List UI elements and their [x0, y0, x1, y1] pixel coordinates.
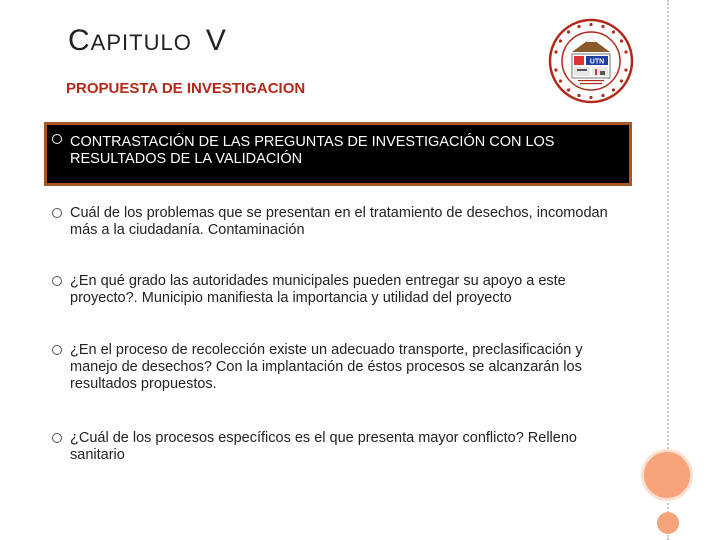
title-number: V [205, 24, 227, 57]
bullet-icon [52, 345, 62, 355]
bullet-icon [52, 134, 62, 144]
title-initial: C [68, 24, 91, 57]
list-item: ¿En el proceso de recolección existe un adecuado transporte, preclasificación y manejo de desechos? Con la implantación de éstos procesos se alcanzarán los resultados propuestos. [70, 342, 583, 392]
list-item: Cuál de los problemas que se presentan en el tratamiento de desechos, incomodan más a la ciudadanía. Contaminación [70, 205, 608, 238]
bullet-icon [52, 208, 62, 218]
decorative-circle [641, 449, 693, 501]
list-item: ¿En qué grado las autoridades municipales pueden entregar su apoyo a este proyecto?. Municipio manifiesta la importancia y utilidad del proyecto [70, 273, 566, 306]
page-title [68, 24, 227, 58]
highlight-text: CONTRASTACIÓN DE LAS PREGUNTAS DE INVESTIGACIÓN CON LOS RESULTADOS DE LA VALIDACIÓN [70, 134, 555, 167]
svg-text:UTN: UTN [589, 58, 605, 66]
bullet-icon [52, 276, 62, 286]
university-logo [548, 16, 634, 106]
decorative-circle-small [657, 512, 679, 534]
list-item: ¿Cuál de los procesos específicos es el que presenta mayor conflicto? Relleno sanitario [70, 430, 577, 463]
bullet-icon [52, 433, 62, 443]
title-rest: APITULO [90, 30, 192, 55]
page-subtitle: PROPUESTA DE INVESTIGACION [66, 80, 306, 97]
